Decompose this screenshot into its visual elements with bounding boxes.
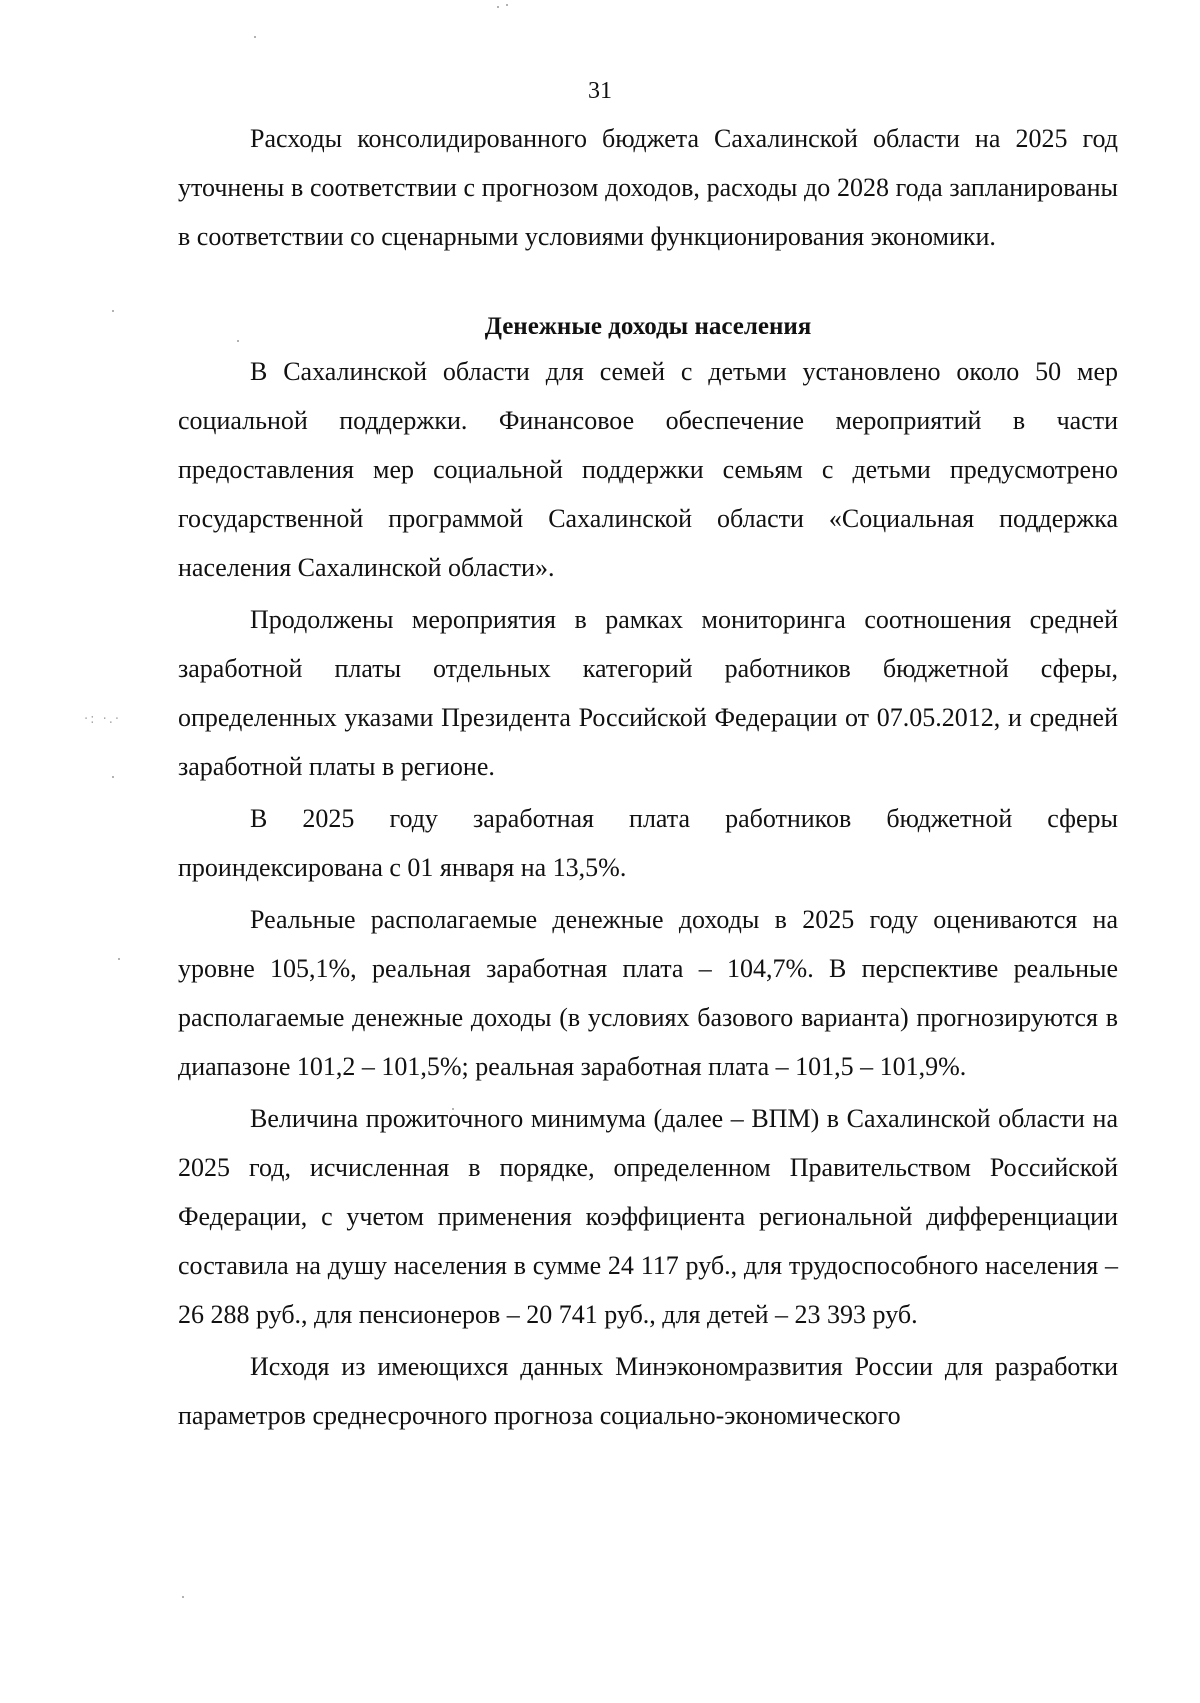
scan-speck	[112, 776, 114, 778]
scan-speck	[254, 36, 256, 38]
paragraph-subsistence-minimum: Величина прожиточного минимума (далее – ВПМ) в Сахалинской области на 2025 год, исчисленная в порядке, определенном Правительством Российской Федерации, с учетом применения коэффициента региональной дифференциации составила на душу населения в сумме 24 117 руб., для трудоспособного населения – 26 288 руб., для пенсионеров – 20 741 руб., для детей – 23 393 руб.	[178, 1104, 1118, 1329]
paragraph-salary-indexation: В 2025 году заработная плата работников бюджетной сферы проиндексирована с 01 января на 13,5%.	[178, 804, 1118, 882]
scan-speck	[118, 958, 120, 960]
paragraph-forecast-data: Исходя из имеющихся данных Минэкономразвития России для разработки параметров среднесрочного прогноза социально-экономического	[178, 1352, 1118, 1430]
scan-speck	[506, 4, 508, 6]
paragraph-salary-monitoring: Продолжены мероприятия в рамках мониторинга соотношения средней заработной платы отдельных категорий работников бюджетной сферы, определенных указами Президента Российской Федерации от 07.05.2012, и средней заработной платы в регионе.	[178, 605, 1118, 781]
paragraph-budget-expenses: Расходы консолидированного бюджета Сахалинской области на 2025 год уточнены в соответствии с прогнозом доходов, расходы до 2028 года запланированы в соответствии со сценарными условиями функционирования экономики.	[178, 124, 1118, 251]
scan-speck	[182, 1596, 184, 1598]
paragraph-social-support: В Сахалинской области для семей с детьми установлено около 50 мер социальной поддержки. Финансовое обеспечение мероприятий в части предоставления мер социальной поддержки семьям с детьми предусмотрено государственной программой Сахалинской области «Социальная поддержка населения Сахалинской области».	[178, 357, 1118, 582]
section-heading: Денежные доходы населения	[484, 313, 812, 340]
document-body	[178, 114, 1118, 1440]
margin-scan-mark: ·: ·.·	[84, 712, 122, 727]
page-number: 31	[588, 78, 612, 104]
scan-speck	[112, 310, 114, 312]
scan-speck	[497, 6, 499, 8]
paragraph-real-incomes: Реальные располагаемые денежные доходы в 2025 году оцениваются на уровне 105,1%, реальная заработная плата – 104,7%. В перспективе реальные располагаемые денежные доходы (в условиях базового варианта) прогнозируются в диапазоне 101,2 – 101,5%; реальная заработная плата – 101,5 – 101,9%.	[178, 905, 1118, 1081]
